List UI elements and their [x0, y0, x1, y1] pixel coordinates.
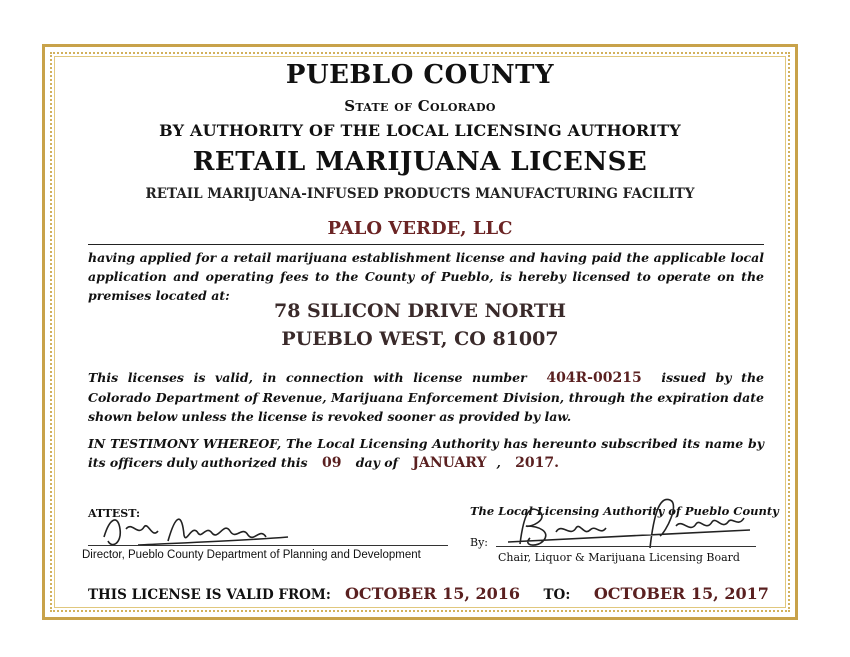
licensee-underline: [88, 244, 764, 245]
license-type-title: RETAIL MARIJUANA LICENSE: [192, 147, 648, 177]
state-subtitle: State of Colorado: [344, 97, 496, 115]
issue-month: JANUARY: [412, 455, 487, 471]
application-paragraph: having applied for a retail marijuana establishment license and having paid the applicable local application and operating fees to the County of Pueblo, is hereby licensed to operate on the premises located at:: [88, 250, 764, 303]
licensee-name: PALO VERDE, LLC: [327, 218, 513, 239]
validity-dates: [88, 584, 768, 603]
valid-from-label: THIS LICENSE IS VALID FROM:: [88, 587, 331, 603]
issue-year: 2017.: [515, 455, 560, 471]
authority-line: BY AUTHORITY OF THE LOCAL LICENSING AUTHORITY: [159, 121, 681, 140]
chair-title: Chair, Liquor & Marijuana Licensing Board: [498, 551, 740, 564]
chair-signature-line: [496, 546, 756, 547]
validity-prefix: This licenses is valid, in connection with license number: [88, 370, 527, 385]
by-label: By:: [470, 536, 489, 549]
testimony-paragraph: [88, 434, 764, 473]
valid-to-date: OCTOBER 15, 2017: [593, 584, 769, 603]
authority-signature-block: [470, 492, 779, 568]
valid-from-date: OCTOBER 15, 2016: [344, 584, 521, 603]
license-number: 404R-00215: [546, 370, 642, 386]
date-comma: ,: [496, 455, 501, 470]
attest-label: ATTEST:: [88, 507, 141, 520]
attest-signature-block: [82, 505, 468, 567]
validity-paragraph: [88, 368, 764, 426]
county-title: PUEBLO COUNTY: [285, 60, 555, 90]
director-title: Director, Pueblo County Department of Planning and Development: [82, 549, 421, 561]
testimony-prefix: IN TESTIMONY WHEREOF, The Local Licensing Authority has hereunto subscribed its name by its officers duly authorized this: [88, 436, 764, 470]
director-signature-line: [88, 545, 448, 546]
valid-to-label: TO:: [543, 587, 571, 603]
validity-suffix: issued by the Colorado Department of Revenue, Marijuana Enforcement Division, through the expiration date shown below unless the license is revoked sooner as provided by law.: [88, 370, 764, 424]
address-line-2: PUEBLO WEST, CO 81007: [281, 328, 559, 350]
director-signature: [98, 507, 298, 553]
issue-day: 09: [321, 455, 342, 471]
facility-type: RETAIL MARIJUANA-INFUSED PRODUCTS MANUFACTURING FACILITY: [145, 186, 695, 202]
authority-label: The Local Licensing Authority of Pueblo County: [470, 504, 779, 518]
address-line-1: 78 SILICON DRIVE NORTH: [273, 300, 567, 322]
day-of-label: day of: [355, 455, 398, 470]
